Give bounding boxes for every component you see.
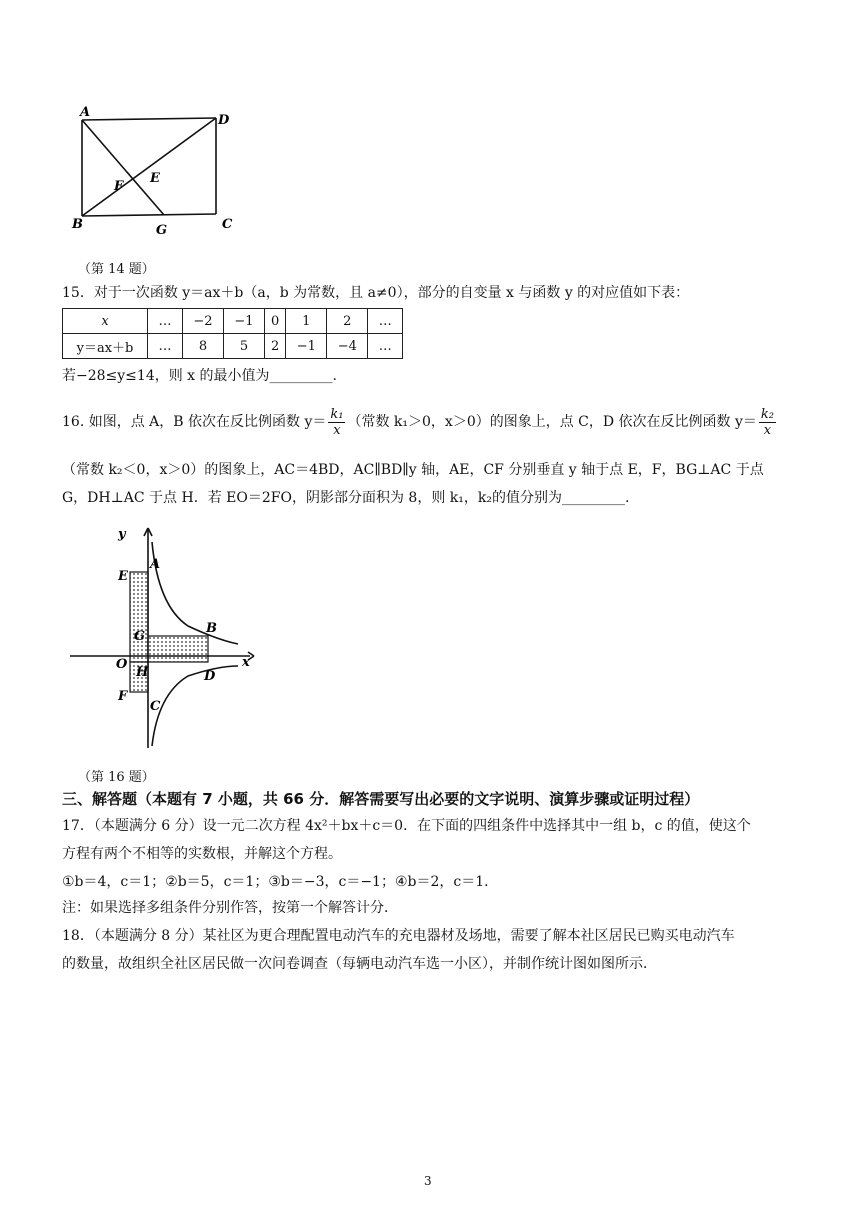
q18-line1: 18．（本题满分 8 分）某社区为更合理配置电动汽车的充电器材及场地，需要了解本社区居民已购买电动汽车 [62,928,735,944]
fig16-label-c: C [150,699,161,714]
fig14-label-b: B [72,217,83,232]
table-cell: −4 [327,334,368,359]
fraction-k2-over-x [759,407,776,438]
table-cell: … [368,309,403,334]
table-header-x: x [63,309,148,334]
q17-line1: 17．（本题满分 6 分）设一元二次方程 4x²＋bx＋c＝0．在下面的四组条件中选择其中一组 b，c 的值，使这个 [62,818,751,834]
frac1-numerator: k₁ [330,406,344,422]
frac2-denominator: x [763,422,772,438]
fig14-label-d: D [218,113,230,128]
fig16-label-h: H [136,665,149,680]
q15-question: 若−28≤y≤14，则 x 的最小值为_________. [62,368,337,384]
fig14-caption: （第 14 题） [78,262,155,277]
frac2-numerator: k₂ [760,406,775,422]
fig16-label-y: y [118,527,126,542]
table-cell: −1 [286,334,327,359]
q16-line2: （常数 k₂＜0，x＞0）的图象上，AC＝4BD，AC∥BD∥y 轴，AE，CF 分别垂直 y 轴于点 E，F，BG⊥AC 于点 [62,462,764,478]
fig14-label-g: G [156,223,168,238]
figure-16 [68,516,264,752]
table-cell: −2 [183,309,224,334]
fraction-k1-over-x [328,407,345,438]
q16-line1-b: （常数 k₁＞0，x＞0）的图象上，点 C，D 依次在反比例函数 y＝ [347,414,757,430]
fig16-label-b: B [206,621,217,636]
section-3-heading: 三、解答题（本题有 7 小题，共 66 分．解答需要写出必要的文字说明、演算步骤或证明过程） [62,790,700,808]
figure-14 [66,102,246,242]
q18-line2: 的数量，故组织全社区居民做一次问卷调查（每辆电动汽车选一小区），并制作统计图如图所示． [62,956,657,972]
fig16-label-o: O [116,657,128,672]
table-cell: 2 [327,309,368,334]
fig14-label-e: E [150,171,160,186]
fig16-label-a: A [150,557,161,572]
frac1-denominator: x [333,422,341,438]
table-cell: … [148,309,183,334]
table-cell: 5 [224,334,265,359]
table-header-y: y＝ax＋b [63,334,148,359]
q17-options: ①b＝4，c＝1；②b＝5，c＝1；③b＝−3，c＝−1；④b＝2，c＝1． [62,874,499,890]
table-cell: … [148,334,183,359]
fig16-label-f: F [118,689,128,704]
q16-line3: G，DH⊥AC 于点 H．若 EO＝2FO，阴影部分面积为 8，则 k₁，k₂的值分别为_________. [62,490,630,506]
fig14-label-c: C [222,217,233,232]
fig16-label-d: D [204,669,216,684]
fig16-caption: （第 16 题） [78,770,155,785]
fig16-label-e: E [118,569,128,584]
table-cell: 8 [183,334,224,359]
q15-value-table [62,308,403,359]
table-cell: … [368,334,403,359]
table-cell: 2 [265,334,286,359]
fig14-label-f: F [114,179,124,194]
q16-line1 [62,402,778,442]
table-cell: 1 [286,309,327,334]
page-number: 3 [424,1174,432,1188]
fig14-label-a: A [80,105,91,120]
q17-line2: 方程有两个不相等的实数根，并解这个方程。 [62,846,342,862]
fig16-label-x: x [242,655,250,670]
q15-text: 15．对于一次函数 y＝ax＋b（a，b 为常数，且 a≠0），部分的自变量 x 与函数 y 的对应值如下表： [62,285,690,301]
table-cell: −1 [224,309,265,334]
q16-line1-a: 16. 如图，点 A，B 依次在反比例函数 y＝ [62,414,327,430]
fig16-label-g: G [134,629,146,644]
q17-note: 注：如果选择多组条件分别作答，按第一个解答计分． [62,900,398,916]
table-cell: 0 [265,309,286,334]
